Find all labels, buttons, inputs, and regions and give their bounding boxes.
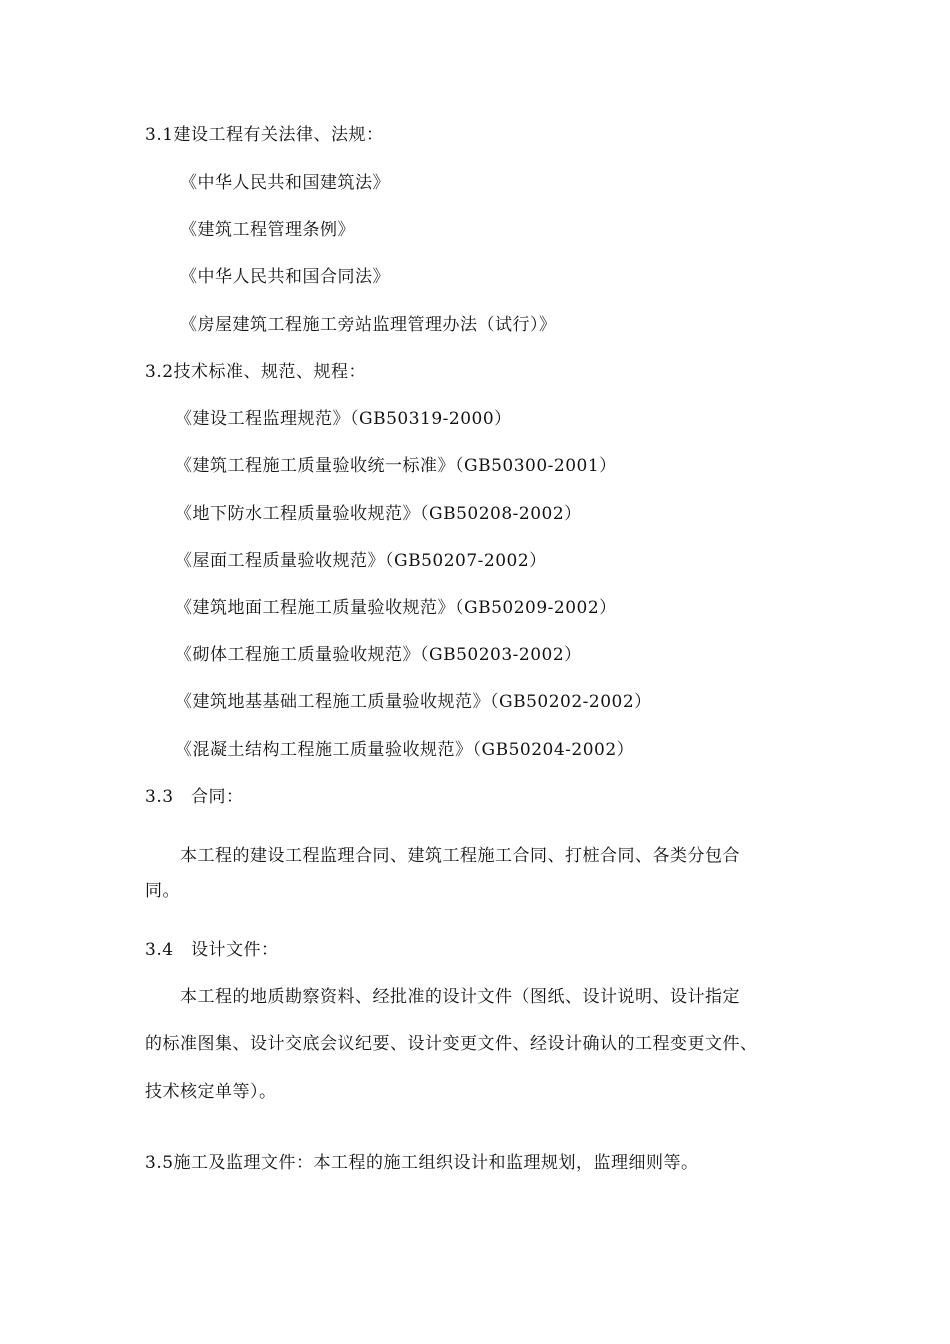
- standard-item: 《砌体工程施工质量验收规范》（GB50203-2002）: [175, 645, 582, 665]
- standard-item: 《建设工程监理规范》（GB50319-2000）: [175, 409, 512, 429]
- section-3-4-body: 本工程的地质勘察资料、经批准的设计文件（图纸、设计说明、设计指定: [180, 987, 740, 1007]
- section-3-3-body: 同。: [145, 881, 180, 901]
- standard-item: 《建筑工程施工质量验收统一标准》（GB50300-2001）: [175, 456, 617, 476]
- section-3-4-body: 的标准图集、设计交底会议纪要、设计变更文件、经设计确认的工程变更文件、: [145, 1034, 758, 1054]
- section-3-3-body: 本工程的建设工程监理合同、建筑工程施工合同、打桩合同、各类分包合: [180, 846, 740, 866]
- standard-item: 《建筑地面工程施工质量验收规范》（GB50209-2002）: [175, 598, 617, 618]
- section-3-1-heading: 3.1建设工程有关法律、法规：: [145, 125, 384, 145]
- law-item: 《中华人民共和国建筑法》: [180, 173, 390, 193]
- law-item: 《中华人民共和国合同法》: [180, 267, 390, 287]
- law-item: 《房屋建筑工程施工旁站监理管理办法（试行）》: [180, 315, 557, 335]
- section-3-4-body: 技术核定单等）。: [145, 1082, 277, 1102]
- standard-item: 《混凝土结构工程施工质量验收规范》（GB50204-2002）: [175, 740, 635, 760]
- standard-item: 《建筑地基基础工程施工质量验收规范》（GB50202-2002）: [175, 692, 652, 712]
- law-item: 《建筑工程管理条例》: [180, 220, 355, 240]
- section-3-5-text: 3.5施工及监理文件：本工程的施工组织设计和监理规划，监理细则等。: [145, 1153, 699, 1173]
- standard-item: 《地下防水工程质量验收规范》（GB50208-2002）: [175, 504, 582, 524]
- section-3-4-heading: 3.4 设计文件：: [145, 940, 279, 960]
- section-3-2-heading: 3.2技术标准、规范、规程：: [145, 362, 367, 382]
- section-3-3-heading: 3.3 合同：: [145, 787, 244, 807]
- standard-item: 《屋面工程质量验收规范》（GB50207-2002）: [175, 551, 547, 571]
